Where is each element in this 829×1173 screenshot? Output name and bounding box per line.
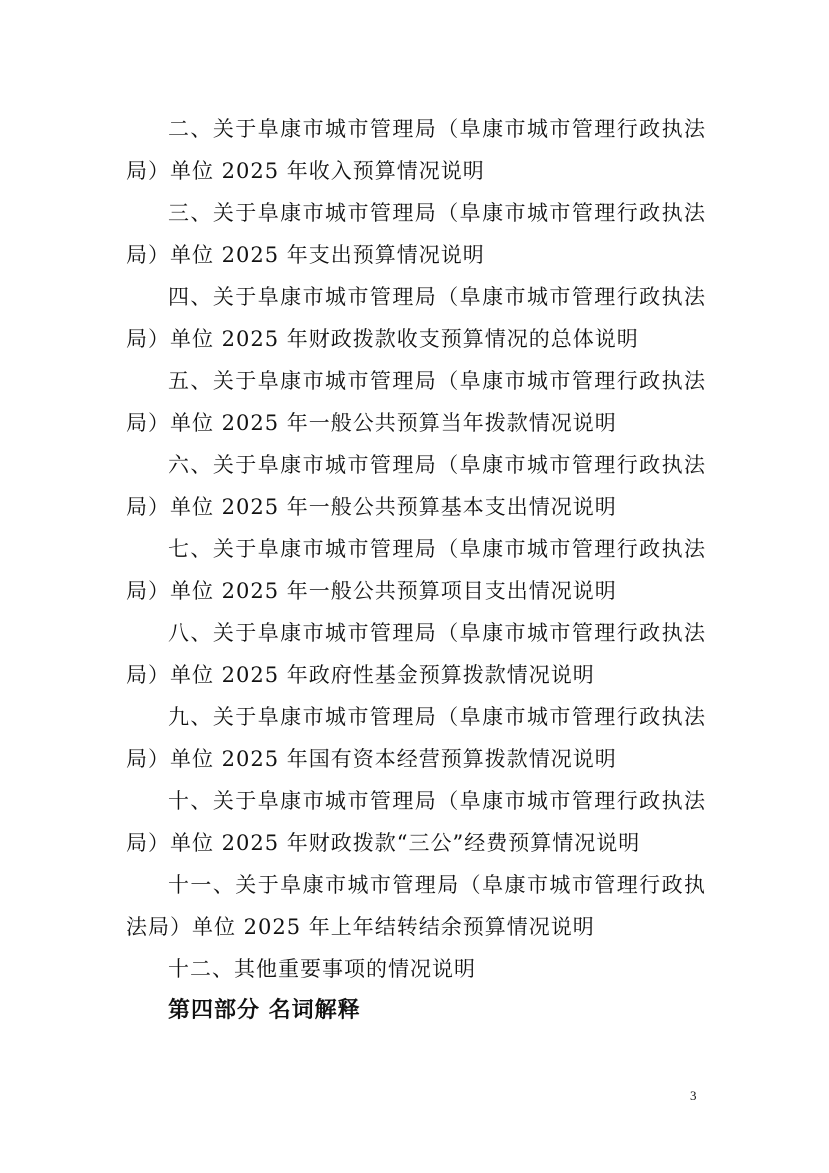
toc-item-3: 三、关于阜康市城市管理局（阜康市城市管理行政执法局）单位 2025 年支出预算情况说明 <box>126 201 706 267</box>
toc-content <box>126 108 706 1032</box>
section-heading: 第四部分 名词解释 <box>168 998 361 1023</box>
toc-item-11: 十一、关于阜康市城市管理局（阜康市城市管理行政执法局）单位 2025 年上年结转结余预算情况说明 <box>126 873 706 939</box>
toc-item-12: 十二、其他重要事项的情况说明 <box>168 957 476 981</box>
page-number: 3 <box>690 1088 697 1103</box>
toc-item-2: 二、关于阜康市城市管理局（阜康市城市管理行政执法局）单位 2025 年收入预算情况说明 <box>126 117 706 183</box>
toc-item-6: 六、关于阜康市城市管理局（阜康市城市管理行政执法局）单位 2025 年一般公共预算基本支出情况说明 <box>126 453 706 519</box>
toc-item-8: 八、关于阜康市城市管理局（阜康市城市管理行政执法局）单位 2025 年政府性基金预算拨款情况说明 <box>126 621 706 687</box>
toc-item-5: 五、关于阜康市城市管理局（阜康市城市管理行政执法局）单位 2025 年一般公共预算当年拨款情况说明 <box>126 369 706 435</box>
toc-item-7: 七、关于阜康市城市管理局（阜康市城市管理行政执法局）单位 2025 年一般公共预算项目支出情况说明 <box>126 537 706 603</box>
toc-item-4: 四、关于阜康市城市管理局（阜康市城市管理行政执法局）单位 2025 年财政拨款收支预算情况的总体说明 <box>126 285 706 351</box>
toc-item-10: 十、关于阜康市城市管理局（阜康市城市管理行政执法局）单位 2025 年财政拨款“三公”经费预算情况说明 <box>126 789 706 855</box>
toc-item-9: 九、关于阜康市城市管理局（阜康市城市管理行政执法局）单位 2025 年国有资本经营预算拨款情况说明 <box>126 705 706 771</box>
